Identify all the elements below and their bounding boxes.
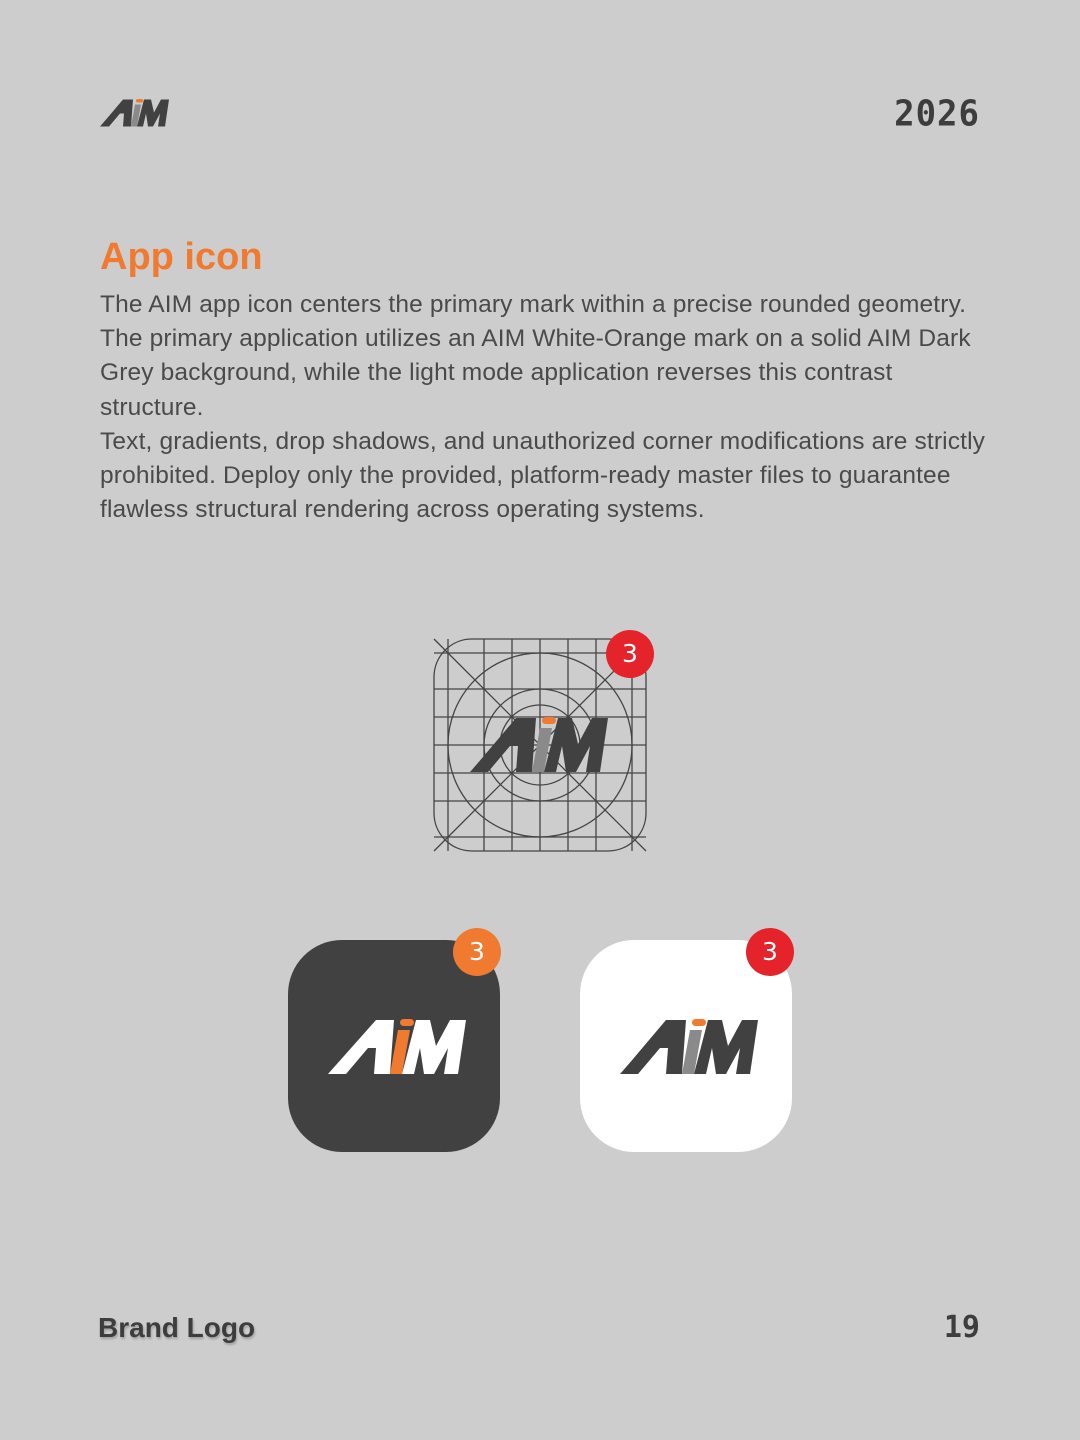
aim-mark-white-orange-icon xyxy=(328,1016,468,1078)
notification-badge: 3 xyxy=(606,630,654,678)
header-year: 2026 xyxy=(894,93,980,135)
description-paragraph: The AIM app icon centers the primary mark within a precise rounded geometry. The primary application utilizes an AIM White-Orange mark on a solid AIM Dark Grey background, while the light mode application reverses this contrast structure. xyxy=(100,291,971,421)
notification-badge: 3 xyxy=(453,928,501,976)
notification-badge: 3 xyxy=(746,928,794,976)
footer-label: Brand Logo xyxy=(98,1312,256,1343)
description-paragraph: Text, gradients, drop shadows, and unauthorized corner modifications are strictly prohibited. Deploy only the provided, platform-ready master files to guarantee flawless structural rendering across operating systems. xyxy=(100,427,986,524)
section-description xyxy=(100,288,1000,527)
page-number: 19 xyxy=(943,1310,980,1345)
brand-logo-icon xyxy=(100,96,170,130)
section-title: App icon xyxy=(100,236,263,278)
aim-mark-dark-icon xyxy=(620,1016,760,1078)
